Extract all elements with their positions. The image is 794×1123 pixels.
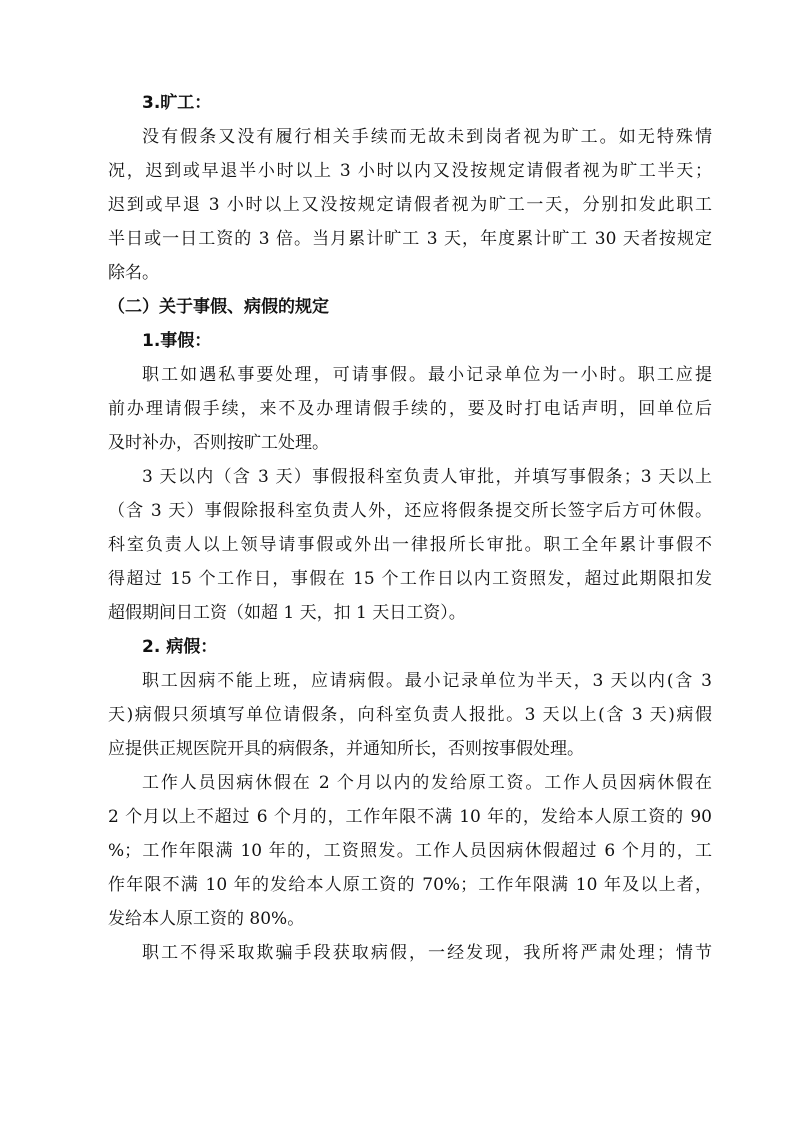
text-line: （含 3 天）事假除报科室负责人外，还应将假条提交所长签字后方可休假。 bbox=[108, 501, 712, 521]
text-line: 3 天以内（含 3 天）事假报科室负责人审批，并填写事假条；3 天以上 bbox=[142, 467, 712, 487]
heading-sick-leave: 2. 病假： bbox=[142, 637, 218, 657]
text-line: 迟到或早退 3 小时以上又没按规定请假者视为旷工一天，分别扣发此职工 bbox=[108, 195, 712, 215]
text-line: 得超过 15 个工作日，事假在 15 个工作日以内工资照发，超过此期限扣发 bbox=[108, 569, 712, 589]
section-heading-leave: （二）关于事假、病假的规定 bbox=[108, 297, 329, 317]
text-line: 及时补办，否则按旷工处理。 bbox=[108, 433, 329, 453]
paragraph-personal-leave-1 bbox=[108, 358, 712, 460]
text-line: 职工如遇私事要处理，可请事假。最小记录单位为一小时。职工应提 bbox=[142, 365, 712, 385]
text-line: 职工不得采取欺骗手段获取病假，一经发现，我所将严肃处理；情节 bbox=[142, 943, 712, 963]
heading-personal-leave: 1.事假： bbox=[142, 331, 212, 351]
paragraph-absenteeism bbox=[108, 120, 712, 290]
paragraph-sick-leave-3 bbox=[108, 936, 712, 970]
text-line: 工作人员因病休假在 2 个月以内的发给原工资。工作人员因病休假在 bbox=[142, 773, 712, 793]
text-line: 超假期间日工资（如超 1 天，扣 1 天日工资）。 bbox=[108, 603, 466, 623]
text-line: 没有假条又没有履行相关手续而无故未到岗者视为旷工。如无特殊情 bbox=[142, 127, 712, 147]
text-line: 除名。 bbox=[108, 263, 159, 283]
paragraph-personal-leave-2 bbox=[108, 460, 712, 630]
paragraph-sick-leave-2 bbox=[108, 766, 712, 936]
text-line: 前办理请假手续，来不及办理请假手续的，要及时打电话声明，回单位后 bbox=[108, 399, 712, 419]
text-line: %；工作年限满 10 年的，工资照发。工作人员因病休假超过 6 个月的，工 bbox=[108, 841, 712, 861]
text-line: 天)病假只须填写单位请假条，向科室负责人报批。3 天以上(含 3 天)病假 bbox=[108, 705, 712, 725]
paragraph-sick-leave-1 bbox=[108, 664, 712, 766]
text-line: 科室负责人以上领导请事假或外出一律报所长审批。职工全年累计事假不 bbox=[108, 535, 712, 555]
document-page bbox=[108, 86, 712, 970]
text-line: 应提供正规医院开具的病假条，并通知所长，否则按事假处理。 bbox=[108, 739, 584, 759]
text-line: 发给本人原工资的 80%。 bbox=[108, 909, 305, 929]
text-line: 况，迟到或早退半小时以上 3 小时以内又没按规定请假者视为旷工半天； bbox=[108, 161, 712, 181]
heading-absenteeism: 3.旷工： bbox=[142, 93, 212, 113]
text-line: 作年限不满 10 年的发给本人原工资的 70%；工作年限满 10 年及以上者， bbox=[108, 875, 712, 895]
text-line: 2 个月以上不超过 6 个月的，工作年限不满 10 年的，发给本人原工资的 90 bbox=[108, 807, 712, 827]
text-line: 半日或一日工资的 3 倍。当月累计旷工 3 天，年度累计旷工 30 天者按规定 bbox=[108, 229, 712, 249]
text-line: 职工因病不能上班，应请病假。最小记录单位为半天，3 天以内(含 3 bbox=[142, 671, 712, 691]
